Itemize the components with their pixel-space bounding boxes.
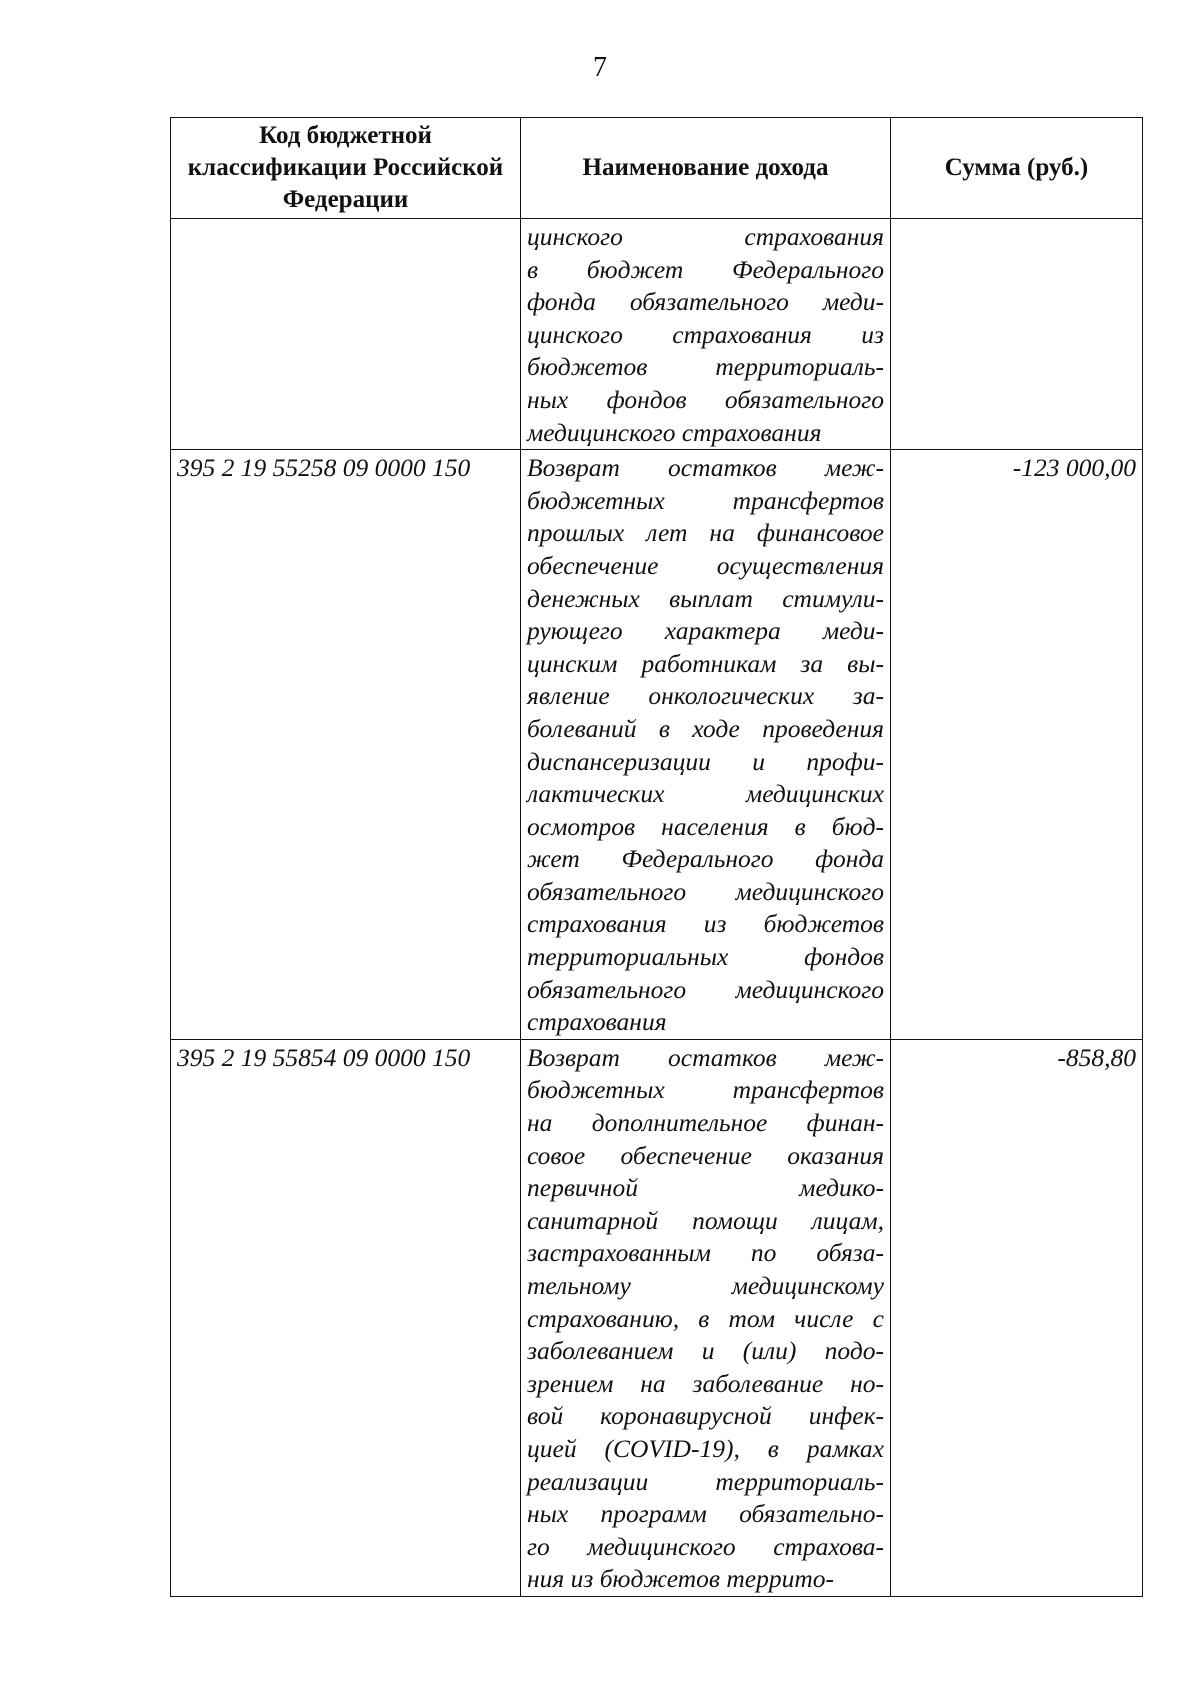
name-line: зрением на заболевание но- — [527, 1368, 884, 1398]
name-line: страхования из бюджетов — [527, 909, 884, 939]
name-line: совое обеспечение оказания — [527, 1140, 884, 1170]
name-line: реализации территориаль- — [527, 1466, 884, 1496]
name-line: осмотров населения в бюд- — [527, 811, 884, 841]
name-line: первичной медико- — [527, 1173, 884, 1203]
name-line: лактических медицинских — [527, 779, 884, 809]
name-line: в бюджет Федерального — [527, 254, 884, 284]
header-code: Код бюджетной классификации Российской Федерации — [171, 118, 521, 219]
page-number: 7 — [593, 52, 607, 83]
name-line: медицинского страхования — [527, 417, 822, 447]
name-line: обязательного медицинского — [527, 876, 884, 906]
name-line: вой коронавирусной инфек- — [527, 1401, 884, 1431]
name-line: диспансеризации и профи- — [527, 746, 884, 776]
row-sum — [891, 219, 1143, 450]
name-line: го медицинского страхова- — [527, 1531, 884, 1561]
table-row — [171, 219, 1143, 450]
name-line: прошлых лет на финансовое — [527, 518, 884, 548]
row-code: 395 2 19 55854 09 0000 150 — [171, 1039, 521, 1596]
name-line: Возврат остатков меж- — [527, 1042, 884, 1072]
name-line: ных программ обязательно- — [527, 1499, 884, 1529]
name-line: обеспечение осуществления — [527, 550, 884, 580]
name-line: цинским работникам за вы- — [527, 648, 884, 678]
name-line: болеваний в ходе проведения — [527, 713, 884, 743]
name-line: денежных выплат стимули- — [527, 583, 884, 613]
name-line: бюджетных трансфертов — [527, 485, 884, 515]
name-line: страхованию, в том числе с — [527, 1303, 884, 1333]
name-line: ных фондов обязательного — [527, 384, 884, 414]
name-line: фонда обязательного меди- — [527, 287, 884, 317]
budget-table — [170, 117, 1143, 1597]
header-name: Наименование дохода — [521, 118, 891, 219]
name-line: застрахованным по обяза- — [527, 1238, 884, 1268]
name-line: бюджетов территориаль- — [527, 352, 884, 382]
name-line: цией (COVID-19), в рамках — [527, 1433, 884, 1463]
name-line: обязательного медицинского — [527, 974, 884, 1004]
name-line: на дополнительное финан- — [527, 1108, 884, 1138]
name-line: цинского страхования — [527, 222, 884, 251]
row-code: 395 2 19 55258 09 0000 150 — [171, 450, 521, 1040]
name-line: рующего характера меди- — [527, 616, 884, 646]
row-sum: -858,80 — [891, 1039, 1143, 1596]
name-line: заболеванием и (или) подо- — [527, 1336, 884, 1366]
row-name — [521, 1039, 891, 1596]
row-sum: -123 000,00 — [891, 450, 1143, 1040]
name-line: территориальных фондов — [527, 942, 884, 972]
row-name — [521, 450, 891, 1040]
row-code — [171, 219, 521, 450]
name-line: ния из бюджетов террито- — [527, 1564, 835, 1594]
table-header-row — [171, 118, 1143, 219]
name-line: явление онкологических за- — [527, 681, 884, 711]
row-name — [521, 219, 891, 450]
name-line: Возврат остатков меж- — [527, 453, 884, 483]
name-line: бюджетных трансфертов — [527, 1075, 884, 1105]
name-line: санитарной помощи лицам, — [527, 1205, 884, 1235]
name-line: цинского страхования из — [527, 319, 884, 349]
header-sum: Сумма (руб.) — [891, 118, 1143, 219]
name-line: тельному медицинскому — [527, 1271, 884, 1300]
table-row — [171, 450, 1143, 1040]
name-line: страхования — [527, 1007, 667, 1037]
table-row — [171, 1039, 1143, 1596]
name-line: жет Федерального фонда — [527, 844, 884, 874]
